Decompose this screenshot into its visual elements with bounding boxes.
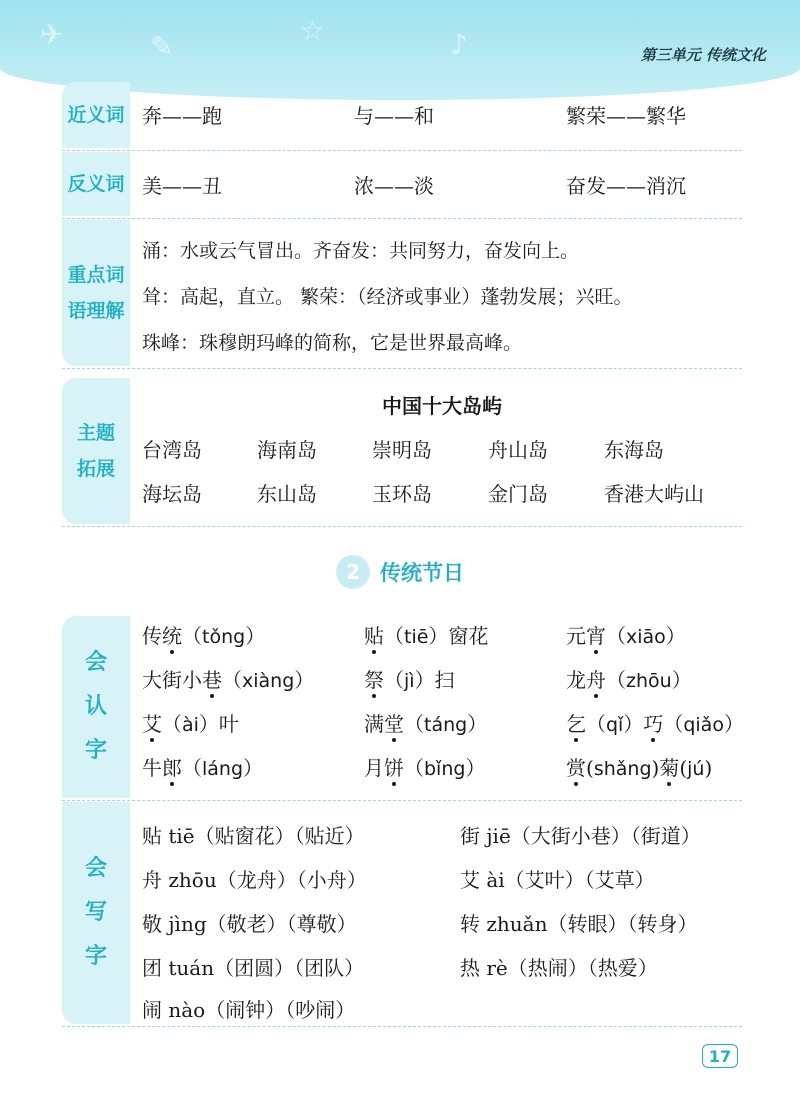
entry-text: ） xyxy=(671,668,692,692)
write-label-char: 会 xyxy=(84,856,107,881)
dotted-character: 菊 xyxy=(659,752,679,781)
pinyin: xiàng xyxy=(242,670,295,692)
key-words-content xyxy=(142,220,742,366)
key-words-label-line1: 重点词 xyxy=(67,263,125,286)
island-name: 舟山岛 xyxy=(488,438,548,462)
island-name: 海坛岛 xyxy=(142,482,202,506)
entry-text: ( xyxy=(679,756,688,780)
antonym-pair: 奋发——消沉 xyxy=(566,174,686,198)
entry-text: ） xyxy=(245,624,266,648)
recognize-entry xyxy=(566,752,712,781)
entry-text: ）扫 xyxy=(414,668,455,692)
entry-text: ( xyxy=(586,756,594,780)
write-content xyxy=(142,802,742,1024)
entry-text: ） xyxy=(465,756,486,780)
recognize-entry xyxy=(142,620,265,649)
entry-text: ） xyxy=(294,668,315,692)
antonym-pair: 浓——淡 xyxy=(354,174,434,198)
recognize-label-char: 字 xyxy=(84,738,107,763)
synonym-pair: 繁荣——繁华 xyxy=(566,104,686,128)
key-words-label-line2: 语理解 xyxy=(67,300,125,322)
write-label-char: 字 xyxy=(84,944,107,969)
pinyin: láng xyxy=(202,758,244,780)
entry-text: （ xyxy=(222,668,242,692)
star-icon: ☆ xyxy=(300,14,326,47)
entry-text: （ xyxy=(586,712,606,736)
pinyin: bǐng xyxy=(424,758,466,780)
synonyms-block xyxy=(62,82,742,148)
pinyin: táng xyxy=(424,714,468,736)
entry-text: ） xyxy=(723,712,744,736)
recognize-entry xyxy=(566,708,744,737)
entry-text: （ xyxy=(162,712,182,736)
divider xyxy=(62,368,742,369)
pinyin: qǐ xyxy=(606,714,624,736)
entry-text: （ xyxy=(606,668,626,692)
write-entry: 闹 nào（闹钟）（吵闹） xyxy=(142,998,356,1022)
write-entry: 舟 zhōu（龙舟）（小舟） xyxy=(142,868,367,892)
definition-line: 珠峰：珠穆朗玛峰的简称，它是世界最高峰。 xyxy=(142,332,523,354)
antonyms-content xyxy=(142,152,742,216)
definition-line: 涌：水或云气冒出。齐奋发：共同努力，奋发向上。 xyxy=(142,240,580,262)
island-name: 东海岛 xyxy=(604,438,664,462)
pinyin: tǒng xyxy=(202,626,246,648)
paper-plane-icon: ✈ xyxy=(40,18,64,51)
theme-content xyxy=(142,378,742,524)
definition-line: 耸：高起，直立。 繁荣：（经济或事业）蓬勃发展；兴旺。 xyxy=(142,286,633,308)
island-name: 东山岛 xyxy=(257,482,317,506)
island-name: 台湾岛 xyxy=(142,438,202,462)
synonym-pair: 奔——跑 xyxy=(142,104,222,128)
key-words-label xyxy=(62,220,130,366)
pinyin: jú xyxy=(687,758,705,780)
entry-text: （ xyxy=(182,624,202,648)
dotted-character: 赏 xyxy=(566,752,586,781)
section-number: 2 xyxy=(336,555,370,589)
page-number: 17 xyxy=(702,1044,738,1068)
recognize-entry xyxy=(142,708,239,737)
antonym-pair: 美——丑 xyxy=(142,174,222,198)
recognize-entry xyxy=(142,664,314,693)
island-name: 金门岛 xyxy=(488,482,548,506)
divider xyxy=(62,218,742,219)
entry-text: ） xyxy=(665,624,686,648)
dotted-character: 艾 xyxy=(142,708,162,737)
write-label-char: 写 xyxy=(84,900,107,925)
island-name: 玉环岛 xyxy=(372,482,432,506)
entry-text: （ xyxy=(404,756,424,780)
pencil-icon: ✎ xyxy=(150,30,174,63)
pinyin: zhōu xyxy=(626,670,672,692)
write-entry: 敬 jìng（敬老）（尊敬） xyxy=(142,912,357,936)
divider xyxy=(62,800,742,801)
recognize-entry xyxy=(566,664,692,693)
entry-text: ) xyxy=(651,756,660,780)
recognize-entry xyxy=(142,752,263,781)
synonym-pair: 与——和 xyxy=(354,104,434,128)
recognize-label-char: 认 xyxy=(84,694,107,719)
pinyin: xiāo xyxy=(626,626,666,648)
write-entry: 转 zhuǎn（转眼）（转身） xyxy=(460,912,698,936)
dotted-character: 堂 xyxy=(384,708,404,737)
entry-text: ）叶 xyxy=(198,712,239,736)
key-words-block xyxy=(62,220,742,366)
note-icon: ♪ xyxy=(450,28,468,61)
section-title: 传统节日 xyxy=(380,561,464,585)
entry-text: （ xyxy=(182,756,202,780)
recognize-entry xyxy=(364,752,485,781)
synonyms-label: 近义词 xyxy=(62,82,130,148)
antonyms-label: 反义词 xyxy=(62,152,130,216)
theme-title: 中国十大岛屿 xyxy=(382,394,502,418)
entry-text: （ xyxy=(606,624,626,648)
recognize-content xyxy=(142,616,742,798)
dotted-character: 巷 xyxy=(202,664,222,693)
dotted-character: 统 xyxy=(162,620,182,649)
write-block xyxy=(62,802,742,1024)
synonyms-content xyxy=(142,82,742,148)
pinyin: qiǎo xyxy=(683,714,724,736)
theme-label-line1: 主题 xyxy=(76,421,115,444)
recognize-entry xyxy=(364,708,487,737)
dotted-character: 舟 xyxy=(586,664,606,693)
entry-text: （ xyxy=(384,624,404,648)
dotted-character: 贴 xyxy=(364,620,384,649)
entry-text: （ xyxy=(384,668,404,692)
divider xyxy=(62,1026,742,1027)
write-entry: 艾 ài（艾叶）（艾草） xyxy=(460,868,655,892)
entry-text: （ xyxy=(404,712,424,736)
pinyin: ài xyxy=(182,714,199,736)
island-name: 海南岛 xyxy=(257,438,317,462)
dotted-character: 祭 xyxy=(364,664,384,693)
entry-text: ） xyxy=(467,712,488,736)
recognize-block xyxy=(62,616,742,798)
dotted-character: 饼 xyxy=(384,752,404,781)
entry-text: 大街小 xyxy=(142,668,202,692)
recognize-label xyxy=(62,616,130,798)
dotted-character: 郎 xyxy=(162,752,182,781)
pinyin: jì xyxy=(404,670,415,692)
theme-block xyxy=(62,378,742,524)
write-label xyxy=(62,802,130,1024)
dotted-character: 乞 xyxy=(566,708,586,737)
entry-text: 牛 xyxy=(142,756,162,780)
entry-text: （ xyxy=(663,712,684,736)
entry-text: ） xyxy=(243,756,264,780)
entry-text: ）窗花 xyxy=(428,624,489,648)
write-entry: 街 jiē（大街小巷）（街道） xyxy=(460,824,701,848)
pinyin: tiē xyxy=(404,626,429,648)
pinyin: shǎng xyxy=(593,758,652,780)
divider xyxy=(62,526,742,527)
write-entry: 团 tuán（团圆）（团队） xyxy=(142,956,365,980)
theme-label xyxy=(62,378,130,524)
island-name: 香港大屿山 xyxy=(604,482,704,506)
unit-title: 第三单元 传统文化 xyxy=(640,46,766,64)
section-heading xyxy=(0,552,800,592)
write-entry: 热 rè（热闹）（热爱） xyxy=(460,956,658,980)
recognize-label-char: 会 xyxy=(84,650,107,675)
divider xyxy=(62,150,742,151)
entry-text: ） xyxy=(623,712,644,736)
recognize-entry xyxy=(364,664,455,693)
recognize-entry xyxy=(566,620,686,649)
dotted-character: 巧 xyxy=(643,708,663,737)
entry-text: 传 xyxy=(142,624,162,648)
dotted-character: 宵 xyxy=(586,620,606,649)
antonyms-block xyxy=(62,152,742,216)
entry-text: 月 xyxy=(364,756,384,780)
entry-text: ) xyxy=(704,756,713,780)
recognize-entry xyxy=(364,620,488,649)
entry-text: 满 xyxy=(364,712,384,736)
write-entry: 贴 tiē（贴窗花）（贴近） xyxy=(142,824,365,848)
theme-label-line2: 拓展 xyxy=(76,458,115,480)
entry-text: 元 xyxy=(566,624,586,648)
island-name: 崇明岛 xyxy=(372,438,432,462)
entry-text: 龙 xyxy=(566,668,586,692)
